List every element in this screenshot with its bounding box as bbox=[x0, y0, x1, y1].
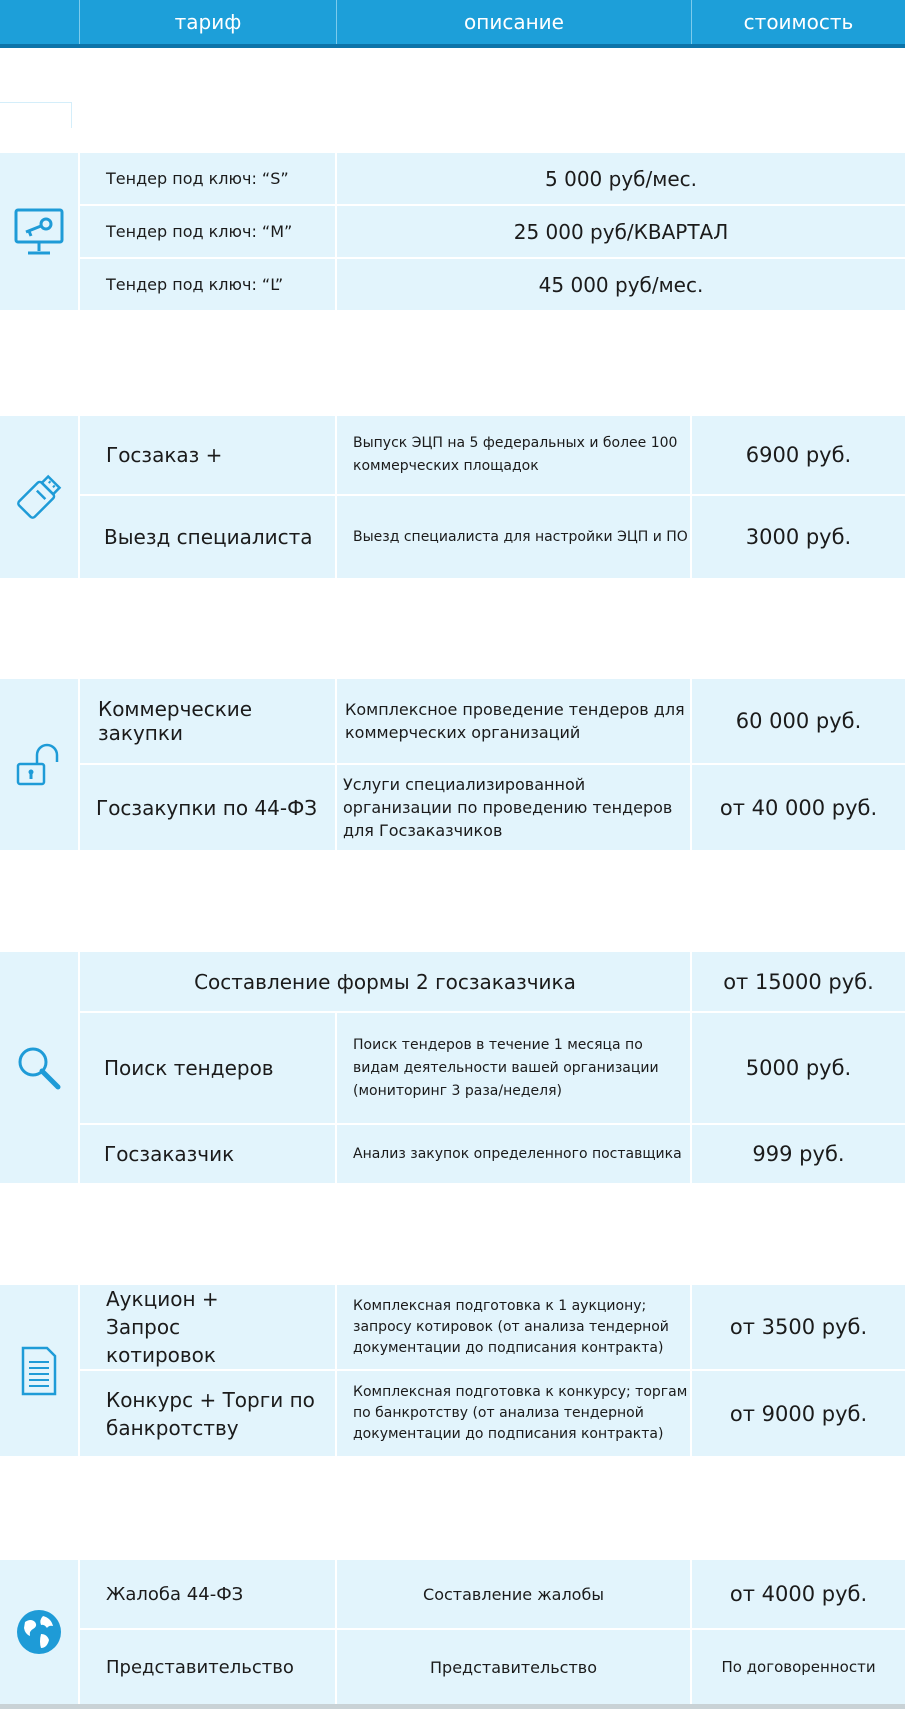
tariff-price: 25 000 руб/КВАРТАЛ bbox=[337, 206, 905, 257]
tariff-description: Анализ закупок определенного поставщика bbox=[337, 1125, 690, 1183]
tariff-name: Поиск тендеров bbox=[80, 1013, 335, 1123]
tariff-price: от 3500 руб. bbox=[692, 1285, 905, 1369]
tariff-group-procurement bbox=[0, 679, 905, 850]
tariff-name: Представительство bbox=[80, 1630, 335, 1704]
tariff-description: Комплексная подготовка к 1 аукциону; запросу котировок (от анализа тендерной документации до подписания контракта) bbox=[337, 1285, 690, 1369]
tariff-description: Поиск тендеров в течение 1 месяца по видам деятельности вашей организации (мониторинг 3 раза/неделя) bbox=[337, 1013, 690, 1123]
tariff-name: Госзакупки по 44-ФЗ bbox=[80, 765, 335, 850]
usb-token-icon bbox=[0, 416, 78, 578]
tariff-price: 3000 руб. bbox=[692, 496, 905, 578]
tariff-description: Выезд специалиста для настройки ЭЦП и ПО bbox=[337, 496, 690, 578]
tariff-name: Тендер под ключ: “S” bbox=[80, 153, 335, 204]
tariff-name: Госзаказчик bbox=[80, 1125, 335, 1183]
tariff-price: 60 000 руб. bbox=[692, 679, 905, 763]
tariff-name: Составление формы 2 госзаказчика bbox=[80, 952, 690, 1011]
tariff-name: Госзаказ + bbox=[80, 416, 335, 494]
tariff-price: от 4000 руб. bbox=[692, 1560, 905, 1628]
header-description: описание bbox=[464, 10, 564, 34]
tariff-name: Тендер под ключ: “L” bbox=[80, 259, 335, 310]
tariff-description: Выпуск ЭЦП на 5 федеральных и более 100 коммерческих площадок bbox=[337, 416, 690, 494]
tariff-price: от 9000 руб. bbox=[692, 1371, 905, 1456]
tariff-price: 6900 руб. bbox=[692, 416, 905, 494]
tariff-price: По договоренности bbox=[692, 1630, 905, 1704]
tariff-group-auction bbox=[0, 1285, 905, 1456]
header-price: стоимость bbox=[743, 10, 854, 34]
table-bottom-border bbox=[0, 1704, 905, 1709]
tariff-price: 5 000 руб/мес. bbox=[337, 153, 905, 204]
tariff-name: Тендер под ключ: “M” bbox=[80, 206, 335, 257]
open-lock-icon bbox=[0, 679, 78, 850]
tariff-price: 45 000 руб/мес. bbox=[337, 259, 905, 310]
tariff-group-search bbox=[0, 952, 905, 1183]
tariff-price: 5000 руб. bbox=[692, 1013, 905, 1123]
tariff-price: от 40 000 руб. bbox=[692, 765, 905, 850]
tariff-group-tender bbox=[0, 153, 905, 310]
header-tariff: тариф bbox=[174, 10, 242, 34]
tariff-name: Конкурс + Торги по банкротству bbox=[80, 1371, 335, 1456]
tariff-description: Комплексная подготовка к конкурсу; торгам по банкротству (от анализа тендерной документации до подписания контракта) bbox=[337, 1371, 690, 1456]
table-header bbox=[0, 0, 905, 48]
tariff-description: Услуги специализированной организации по проведению тендеров для Госзаказчиков bbox=[337, 765, 690, 850]
magnifier-icon bbox=[0, 952, 78, 1183]
globe-icon bbox=[0, 1560, 78, 1704]
tariff-price: от 15000 руб. bbox=[692, 952, 905, 1011]
document-icon bbox=[0, 1285, 78, 1456]
tariff-price: 999 руб. bbox=[692, 1125, 905, 1183]
tariff-description: Составление жалобы bbox=[337, 1560, 690, 1628]
tariff-name: Коммерческие закупки bbox=[80, 679, 335, 763]
computer-key-icon bbox=[0, 153, 78, 310]
tariff-name: Выезд специалиста bbox=[80, 496, 335, 578]
tariff-group-ecp bbox=[0, 416, 905, 578]
tariff-group-complaint bbox=[0, 1560, 905, 1704]
tariff-name: Аукцион + Запрос котировок bbox=[80, 1285, 335, 1369]
tariff-description: Комплексное проведение тендеров для коммерческих организаций bbox=[337, 679, 690, 763]
blank-tab bbox=[0, 102, 72, 128]
tariff-description: Представительство bbox=[337, 1630, 690, 1704]
tariff-name: Жалоба 44-ФЗ bbox=[80, 1560, 335, 1628]
